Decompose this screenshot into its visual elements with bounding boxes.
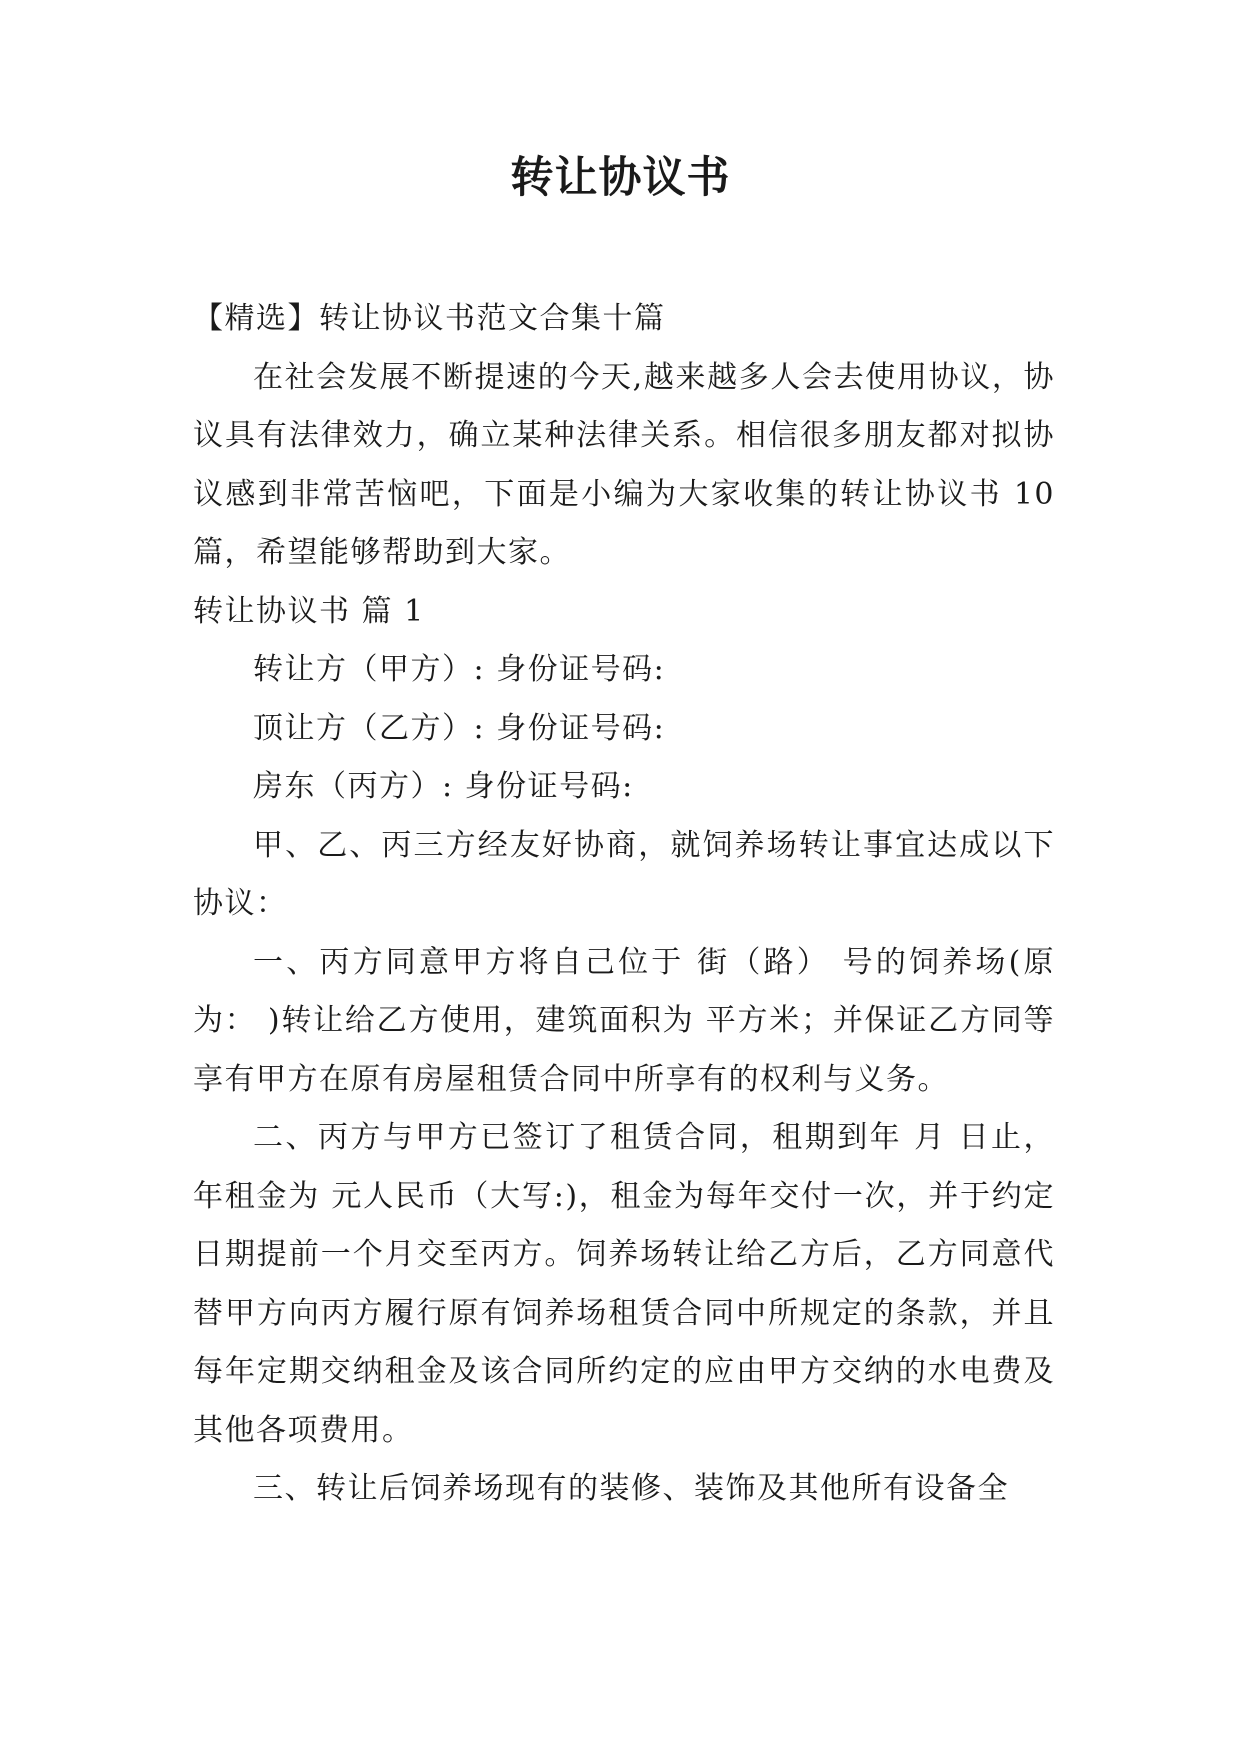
document-title: 转让协议书	[510, 153, 731, 203]
paragraph: 三、转让后饲养场现有的装修、装饰及其他所有设备全	[253, 1471, 1009, 1506]
paragraph: 甲、乙、丙三方经友好协商，就饲养场转让事宜达成以下协议：	[193, 827, 1055, 921]
paragraph: 顶让方（乙方）: 身份证号码:	[253, 710, 666, 746]
paragraph: 转让方（甲方）: 身份证号码:	[253, 652, 666, 687]
paragraph: 【精选】转让协议书范文合集十篇	[193, 301, 666, 336]
paragraph: 一、丙方同意甲方将自己位于 街（路） 号的饲养场(原为： )转让给乙方使用，建筑面积为 平方米；并保证乙方同等享有甲方在原有房屋租赁合同中所享有的权利与义务。	[193, 944, 1055, 1097]
paragraph: 房东（丙方）: 身份证号码:	[253, 769, 634, 804]
paragraph: 二、丙方与甲方已签订了租赁合同，租期到年 月 日止，年租金为 元人民币（大写:)，租金为每年交付一次，并于约定日期提前一个月交至丙方。饲养场转让给乙方后，乙方同意代替甲方向丙方履行原有饲养场租赁合同中所规定的条款，并且每年定期交纳租金及该合同所约定的应由甲方交纳的水电费及其他各项费用。	[193, 1120, 1055, 1448]
paragraph: 在社会发展不断提速的今天,越来越多人会去使用协议，协议具有法律效力，确立某种法律关系。相信很多朋友都对拟协议感到非常苦恼吧，下面是小编为大家收集的转让协议书 10 篇，希望能够帮助到大家。	[193, 359, 1055, 570]
paragraph: 转让协议书 篇 1	[193, 593, 425, 629]
document-body	[193, 290, 1055, 1519]
